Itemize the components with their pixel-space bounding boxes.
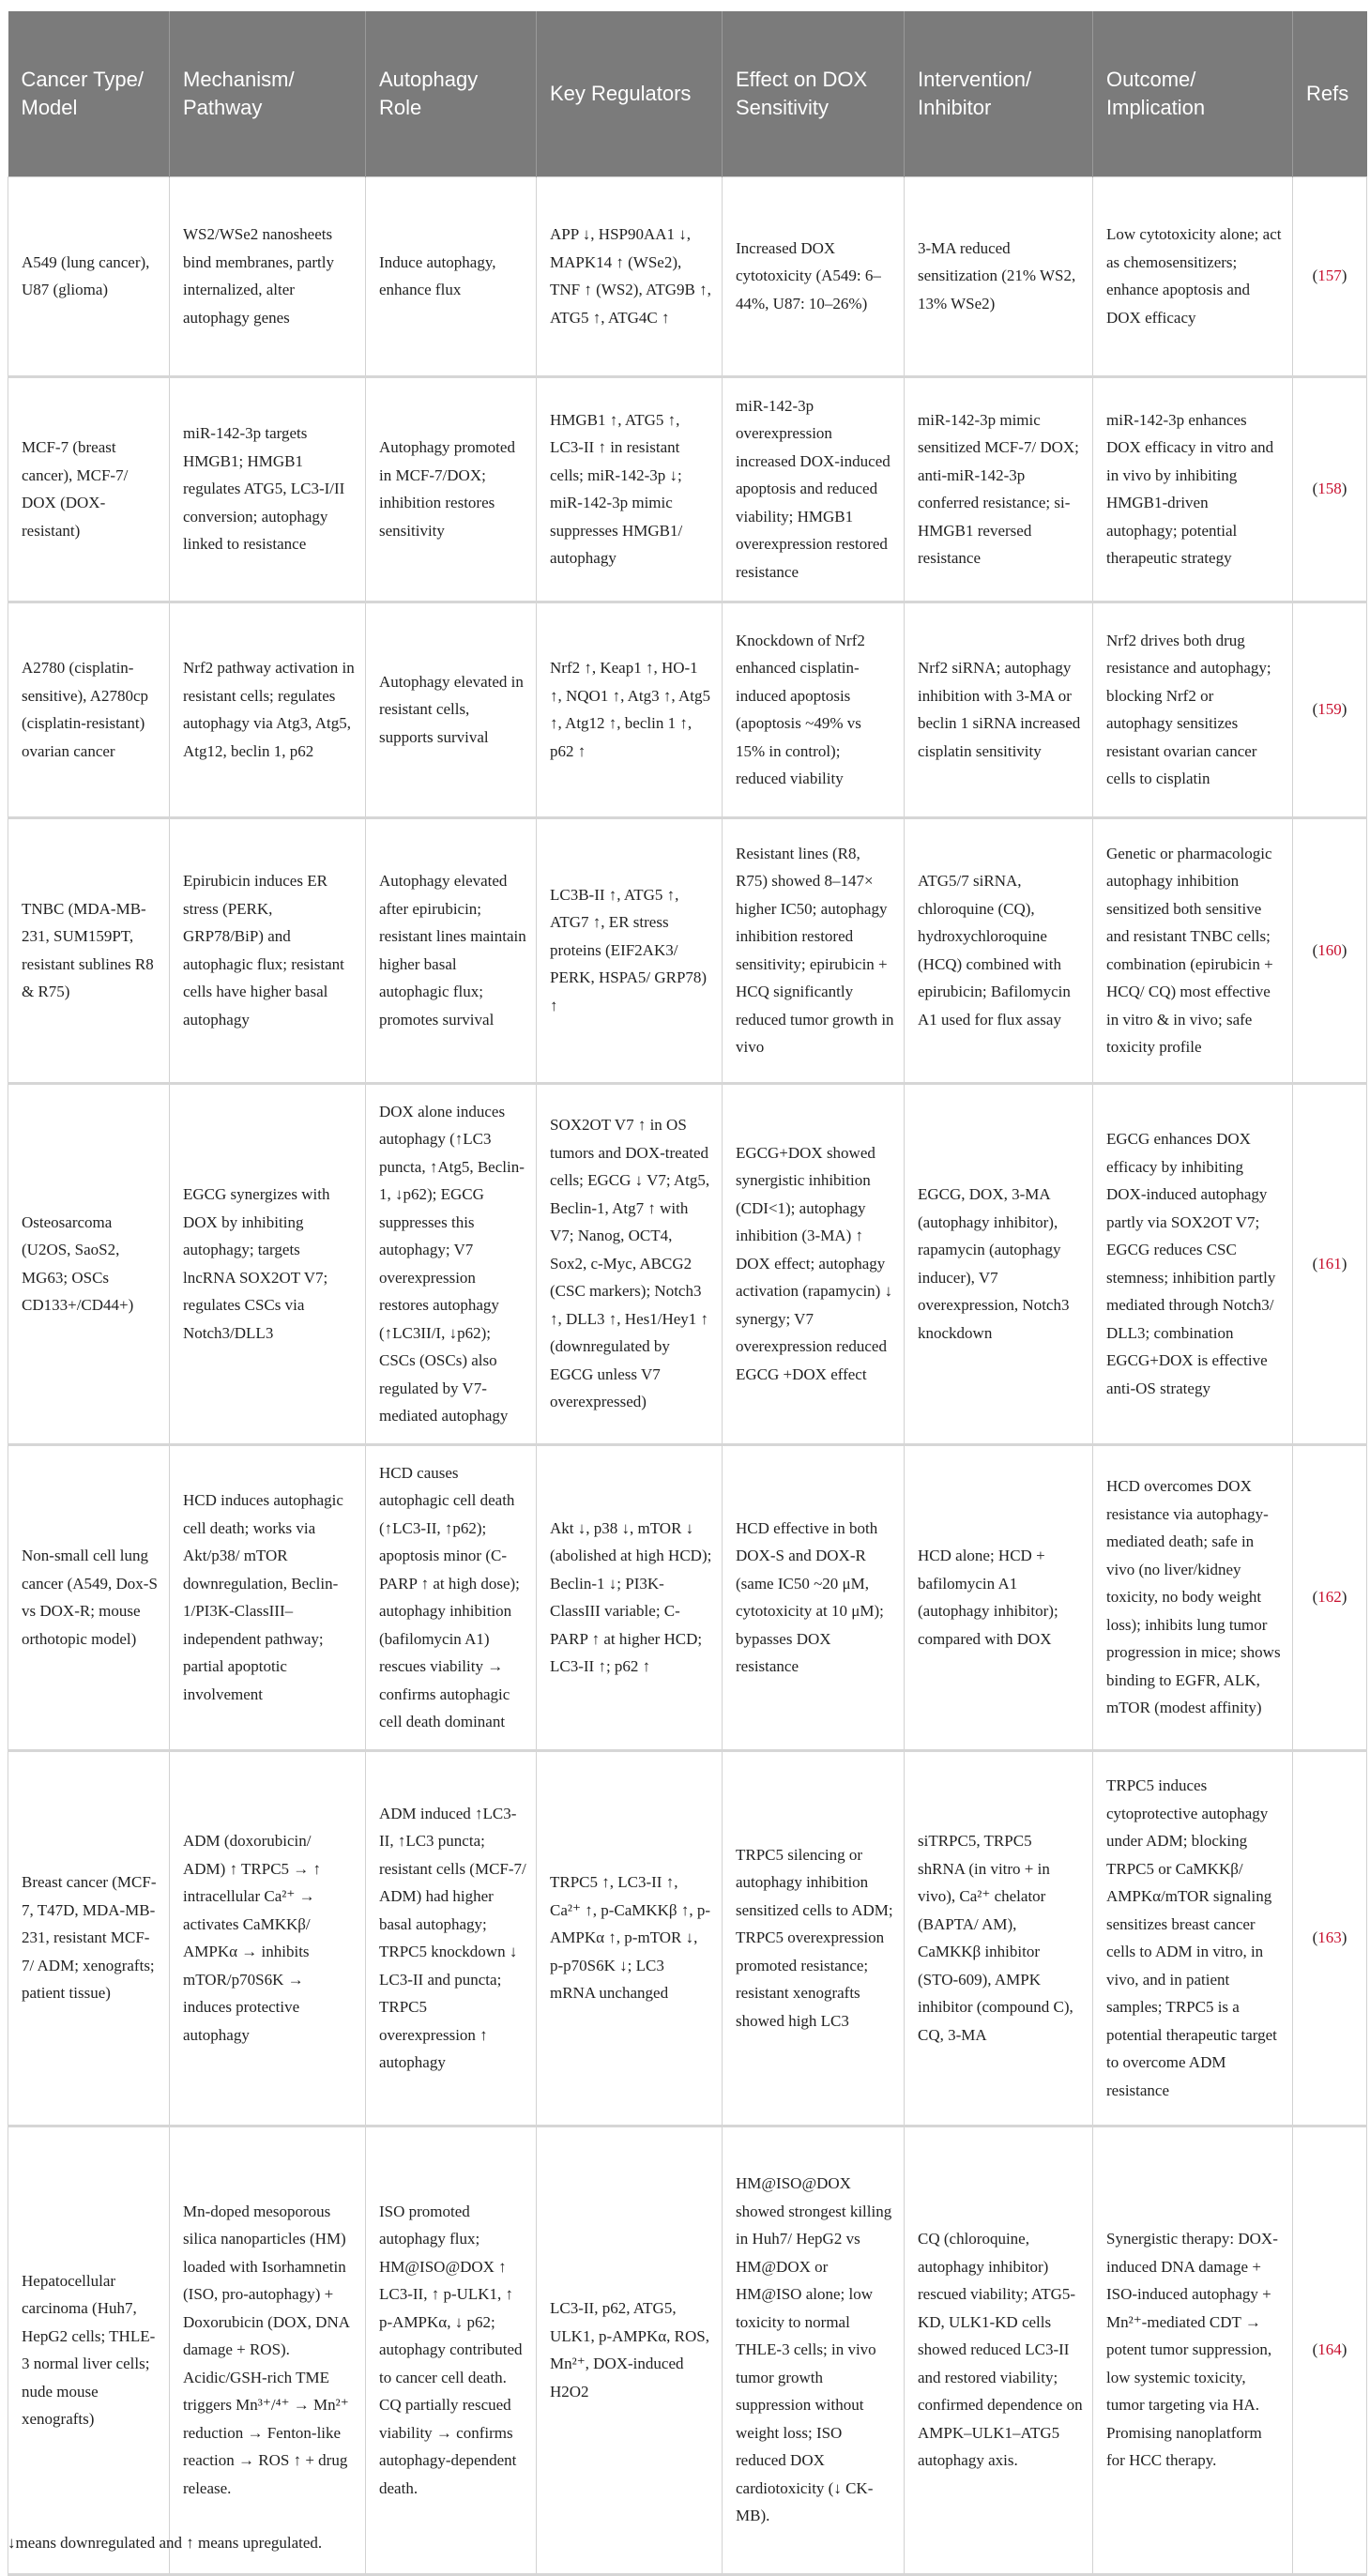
table-row (8, 376, 1367, 602)
header-mechanism: Mechanism/ Pathway (170, 11, 366, 176)
cell-key-regulators: LC3-II, p62, ATG5, ULK1, p-AMPKα, ROS, Mn²⁺, DOX-induced H2O2 (537, 2126, 723, 2574)
cell-effect-dox: HCD effective in both DOX-S and DOX-R (same IC50 ~20 μM, cytotoxicity at 10 μM); bypasses DOX resistance (723, 1444, 905, 1750)
cell-cancer-type: Hepatocellular carcinoma (Huh7, HepG2 cells; THLE-3 normal liver cells; nude mouse xenografts) (8, 2126, 170, 2574)
ref-paren-open: ( (1312, 940, 1318, 959)
ref-paren-close: ) (1341, 1928, 1347, 1947)
cell-cancer-type: Breast cancer (MCF-7, T47D, MDA-MB-231, resistant MCF-7/ ADM; xenografts; patient tissue) (8, 1750, 170, 2126)
cell-intervention: siTRPC5, TRPC5 shRNA (in vitro + in vivo), Ca²⁺ chelator (BAPTA/ AM), CaMKKβ inhibitor (STO-609), AMPK inhibitor (compound C), CQ, 3-MA (905, 1750, 1093, 2126)
cell-key-regulators: TRPC5 ↑, LC3-II ↑, Ca²⁺ ↑, p-CaMKKβ ↑, p-AMPKα ↑, p-mTOR ↓, p-p70S6K ↓; LC3 mRNA unchanged (537, 1750, 723, 2126)
ref-paren-close: ) (1341, 940, 1347, 959)
reference-link[interactable]: 158 (1317, 480, 1342, 498)
ref-paren-close: ) (1341, 700, 1347, 719)
cell-cancer-type: TNBC (MDA-MB-231, SUM159PT, resistant sublines R8 & R75) (8, 817, 170, 1083)
cell-cancer-type: Non-small cell lung cancer (A549, Dox-S vs DOX-R; mouse orthotopic model) (8, 1444, 170, 1750)
ref-paren-close: ) (1341, 1254, 1347, 1273)
cell-effect-dox: Increased DOX cytotoxicity (A549: 6–44%, U87: 10–26%) (723, 176, 905, 376)
cell-cancer-type: A549 (lung cancer), U87 (glioma) (8, 176, 170, 376)
cell-key-regulators: Akt ↓, p38 ↓, mTOR ↓ (abolished at high HCD); Beclin-1 ↓; PI3K-ClassIII variable; C-PARP ↑ at higher HCD; LC3-II ↑; p62 ↑ (537, 1444, 723, 1750)
cell-autophagy-role: ISO promoted autophagy flux; HM@ISO@DOX ↑ LC3-II, ↑ p-ULK1, ↑ p-AMPKα, ↓ p62; autophagy contributed to cancer cell death. CQ partially rescued viability → confirms autophagy-dependent death. (366, 2126, 537, 2574)
cell-autophagy-role: ADM induced ↑LC3-II, ↑LC3 puncta; resistant cells (MCF-7/ ADM) had higher basal autophagy; TRPC5 knockdown ↓ LC3-II and puncta; TRPC5 overexpression ↑ autophagy (366, 1750, 537, 2126)
cell-mechanism: miR-142-3p targets HMGB1; HMGB1 regulates ATG5, LC3-I/II conversion; autophagy linked to resistance (170, 376, 366, 602)
cell-mechanism: ADM (doxorubicin/ ADM) ↑ TRPC5 → ↑ intracellular Ca²⁺ → activates CaMKKβ/ AMPKα → inhibits mTOR/p70S6K → induces protective autophagy (170, 1750, 366, 2126)
cell-refs (1293, 1750, 1367, 2126)
reference-link[interactable]: 160 (1317, 940, 1342, 959)
cell-key-regulators: APP ↓, HSP90AA1 ↓, MAPK14 ↑ (WSe2), TNF ↑ (WS2), ATG9B ↑, ATG5 ↑, ATG4C ↑ (537, 176, 723, 376)
cell-intervention: miR-142-3p mimic sensitized MCF-7/ DOX; anti-miR-142-3p conferred resistance; si-HMGB1 reversed resistance (905, 376, 1093, 602)
table-body (8, 176, 1367, 2574)
cell-refs (1293, 1083, 1367, 1444)
ref-paren-close: ) (1341, 480, 1347, 498)
cell-refs (1293, 817, 1367, 1083)
cell-refs (1293, 2126, 1367, 2574)
cell-cancer-type: MCF-7 (breast cancer), MCF-7/ DOX (DOX-resistant) (8, 376, 170, 602)
cell-outcome: Genetic or pharmacologic autophagy inhibition sensitized both sensitive and resistant TNBC cells; combination (epirubicin + HCQ/ CQ) most effective in vitro & in vivo; safe toxicity profile (1093, 817, 1293, 1083)
cell-outcome: miR-142-3p enhances DOX efficacy in vitro and in vivo by inhibiting HMGB1-driven autophagy; potential therapeutic strategy (1093, 376, 1293, 602)
table-footnote: ↓means downregulated and ↑ means upregulated. (8, 2534, 323, 2552)
reference-link[interactable]: 162 (1317, 1588, 1342, 1607)
header-intervention: Intervention/ Inhibitor (905, 11, 1093, 176)
table-row (8, 1444, 1367, 1750)
cell-intervention: HCD alone; HCD + bafilomycin A1 (autophagy inhibitor); compared with DOX (905, 1444, 1093, 1750)
ref-paren-open: ( (1312, 480, 1318, 498)
ref-paren-open: ( (1312, 700, 1318, 719)
cell-intervention: ATG5/7 siRNA, chloroquine (CQ), hydroxychloroquine (HCQ) combined with epirubicin; Bafilomycin A1 used for flux assay (905, 817, 1093, 1083)
ref-paren-open: ( (1312, 267, 1318, 285)
ref-paren-close: ) (1341, 2340, 1347, 2359)
cell-outcome: HCD overcomes DOX resistance via autophagy-mediated death; safe in vivo (no liver/kidney toxicity, no body weight loss); inhibits lung tumor progression in mice; shows binding to EGFR, ALK, mTOR (modest affinity) (1093, 1444, 1293, 1750)
header-key-regulators: Key Regulators (537, 11, 723, 176)
ref-paren-open: ( (1312, 1928, 1318, 1947)
cell-mechanism: HCD induces autophagic cell death; works via Akt/p38/ mTOR downregulation, Beclin-1/PI3K-ClassIII–independent pathway; partial apoptotic involvement (170, 1444, 366, 1750)
cell-effect-dox: Resistant lines (R8, R75) showed 8–147× higher IC50; autophagy inhibition restored sensitivity; epirubicin + HCQ significantly reduced tumor growth in vivo (723, 817, 905, 1083)
ref-paren-open: ( (1312, 1588, 1318, 1607)
cell-key-regulators: Nrf2 ↑, Keap1 ↑, HO-1 ↑, NQO1 ↑, Atg3 ↑, Atg5 ↑, Atg12 ↑, beclin 1 ↑, p62 ↑ (537, 602, 723, 817)
reference-link[interactable]: 161 (1317, 1254, 1342, 1273)
cell-intervention: CQ (chloroquine, autophagy inhibitor) rescued viability; ATG5-KD, ULK1-KD cells showed reduced LC3-II and restored viability; confirmed dependence on AMPK–ULK1–ATG5 autophagy axis. (905, 2126, 1093, 2574)
ref-paren-open: ( (1312, 2340, 1318, 2359)
cell-autophagy-role: Induce autophagy, enhance flux (366, 176, 537, 376)
cell-outcome: Low cytotoxicity alone; act as chemosensitizers; enhance apoptosis and DOX efficacy (1093, 176, 1293, 376)
cell-intervention: Nrf2 siRNA; autophagy inhibition with 3-MA or beclin 1 siRNA increased cisplatin sensitivity (905, 602, 1093, 817)
cell-mechanism: WS2/WSe2 nanosheets bind membranes, partly internalized, alter autophagy genes (170, 176, 366, 376)
cell-key-regulators: LC3B-II ↑, ATG5 ↑, ATG7 ↑, ER stress proteins (EIF2AK3/ PERK, HSPA5/ GRP78) ↑ (537, 817, 723, 1083)
cell-autophagy-role: DOX alone induces autophagy (↑LC3 puncta, ↑Atg5, Beclin-1, ↓p62); EGCG suppresses this autophagy; V7 overexpression restores autophagy (↑LC3II/I, ↓p62); CSCs (OSCs) also regulated by V7-mediated autophagy (366, 1083, 537, 1444)
autophagy-dox-table (8, 11, 1367, 2576)
reference-link[interactable]: 157 (1317, 267, 1342, 285)
cell-effect-dox: Knockdown of Nrf2 enhanced cisplatin-induced apoptosis (apoptosis ~49% vs 15% in control); reduced viability (723, 602, 905, 817)
table-row (8, 817, 1367, 1083)
cell-effect-dox: miR-142-3p overexpression increased DOX-induced apoptosis and reduced viability; HMGB1 overexpression restored resistance (723, 376, 905, 602)
cell-cancer-type: A2780 (cisplatin-sensitive), A2780cp (cisplatin-resistant) ovarian cancer (8, 602, 170, 817)
cell-refs (1293, 176, 1367, 376)
cell-effect-dox: EGCG+DOX showed synergistic inhibition (CDI<1); autophagy inhibition (3-MA) ↑ DOX effect; autophagy activation (rapamycin) ↓ synergy; V7 overexpression reduced EGCG +DOX effect (723, 1083, 905, 1444)
cell-outcome: TRPC5 induces cytoprotective autophagy under ADM; blocking TRPC5 or CaMKKβ/ AMPKα/mTOR signaling sensitizes breast cancer cells to ADM in vitro, in vivo, and in patient samples; TRPC5 is a potential therapeutic target to overcome ADM resistance (1093, 1750, 1293, 2126)
cell-outcome: Synergistic therapy: DOX-induced DNA damage + ISO-induced autophagy + Mn²⁺-mediated CDT → potent tumor suppression, low systemic toxicity, tumor targeting via HA. Promising nanoplatform for HCC therapy. (1093, 2126, 1293, 2574)
cell-mechanism: Mn-doped mesoporous silica nanoparticles (HM) loaded with Isorhamnetin (ISO, pro-autophagy) + Doxorubicin (DOX, DNA damage + ROS). Acidic/GSH-rich TME triggers Mn³⁺/⁴⁺ → Mn²⁺ reduction → Fenton-like reaction → ROS ↑ + drug release. (170, 2126, 366, 2574)
cell-key-regulators: SOX2OT V7 ↑ in OS tumors and DOX-treated cells; EGCG ↓ V7; Atg5, Beclin-1, Atg7 ↑ with V7; Nanog, OCT4, Sox2, c-Myc, ABCG2 (CSC markers); Notch3 ↑, DLL3 ↑, Hes1/Hey1 ↑ (downregulated by EGCG unless V7 overexpressed) (537, 1083, 723, 1444)
reference-link[interactable]: 164 (1317, 2340, 1342, 2359)
ref-paren-close: ) (1341, 1588, 1347, 1607)
reference-link[interactable]: 159 (1317, 700, 1342, 719)
cell-autophagy-role: Autophagy elevated after epirubicin; resistant lines maintain higher basal autophagic flux; promotes survival (366, 817, 537, 1083)
cell-outcome: EGCG enhances DOX efficacy by inhibiting DOX-induced autophagy partly via SOX2OT V7; EGCG reduces CSC stemness; inhibition partly mediated through Notch3/ DLL3; combination EGCG+DOX is effective anti-OS strategy (1093, 1083, 1293, 1444)
cell-refs (1293, 1444, 1367, 1750)
reference-link[interactable]: 163 (1317, 1928, 1342, 1947)
ref-paren-open: ( (1312, 1254, 1318, 1273)
table-row (8, 1750, 1367, 2126)
cell-effect-dox: TRPC5 silencing or autophagy inhibition sensitized cells to ADM; TRPC5 overexpression promoted resistance; resistant xenografts showed high LC3 (723, 1750, 905, 2126)
cell-effect-dox: HM@ISO@DOX showed strongest killing in Huh7/ HepG2 vs HM@DOX or HM@ISO alone; low toxicity to normal THLE-3 cells; in vivo tumor growth suppression without weight loss; ISO reduced DOX cardiotoxicity (↓ CK-MB). (723, 2126, 905, 2574)
cell-autophagy-role: Autophagy promoted in MCF-7/DOX; inhibition restores sensitivity (366, 376, 537, 602)
cell-outcome: Nrf2 drives both drug resistance and autophagy; blocking Nrf2 or autophagy sensitizes resistant ovarian cancer cells to cisplatin (1093, 602, 1293, 817)
header-refs: Refs (1293, 11, 1367, 176)
header-outcome: Outcome/ Implication (1093, 11, 1293, 176)
header-row (8, 11, 1367, 176)
header-autophagy-role: Autophagy Role (366, 11, 537, 176)
cell-intervention: EGCG, DOX, 3-MA (autophagy inhibitor), rapamycin (autophagy inducer), V7 overexpression, Notch3 knockdown (905, 1083, 1093, 1444)
table-row (8, 602, 1367, 817)
cell-mechanism: Epirubicin induces ER stress (PERK, GRP78/BiP) and autophagic flux; resistant cells have higher basal autophagy (170, 817, 366, 1083)
cell-key-regulators: HMGB1 ↑, ATG5 ↑, LC3-II ↑ in resistant cells; miR-142-3p ↓; miR-142-3p mimic suppresses HMGB1/ autophagy (537, 376, 723, 602)
table-row (8, 1083, 1367, 1444)
cell-intervention: 3-MA reduced sensitization (21% WS2, 13% WSe2) (905, 176, 1093, 376)
cell-cancer-type: Osteosarcoma (U2OS, SaoS2, MG63; OSCs CD133+/CD44+) (8, 1083, 170, 1444)
cell-mechanism: EGCG synergizes with DOX by inhibiting autophagy; targets lncRNA SOX2OT V7; regulates CSCs via Notch3/DLL3 (170, 1083, 366, 1444)
cell-autophagy-role: Autophagy elevated in resistant cells, supports survival (366, 602, 537, 817)
header-effect-dox: Effect on DOX Sensitivity (723, 11, 905, 176)
cell-autophagy-role: HCD causes autophagic cell death (↑LC3-II, ↑p62); apoptosis minor (C-PARP ↑ at high dose); autophagy inhibition (bafilomycin A1) rescues viability → confirms autophagic cell death dominant (366, 1444, 537, 1750)
header-cancer-type: Cancer Type/ Model (8, 11, 170, 176)
table-row (8, 2126, 1367, 2574)
cell-mechanism: Nrf2 pathway activation in resistant cells; regulates autophagy via Atg3, Atg5, Atg12, beclin 1, p62 (170, 602, 366, 817)
table-row (8, 176, 1367, 376)
ref-paren-close: ) (1341, 267, 1347, 285)
table-header (8, 11, 1367, 176)
cell-refs (1293, 376, 1367, 602)
cell-refs (1293, 602, 1367, 817)
